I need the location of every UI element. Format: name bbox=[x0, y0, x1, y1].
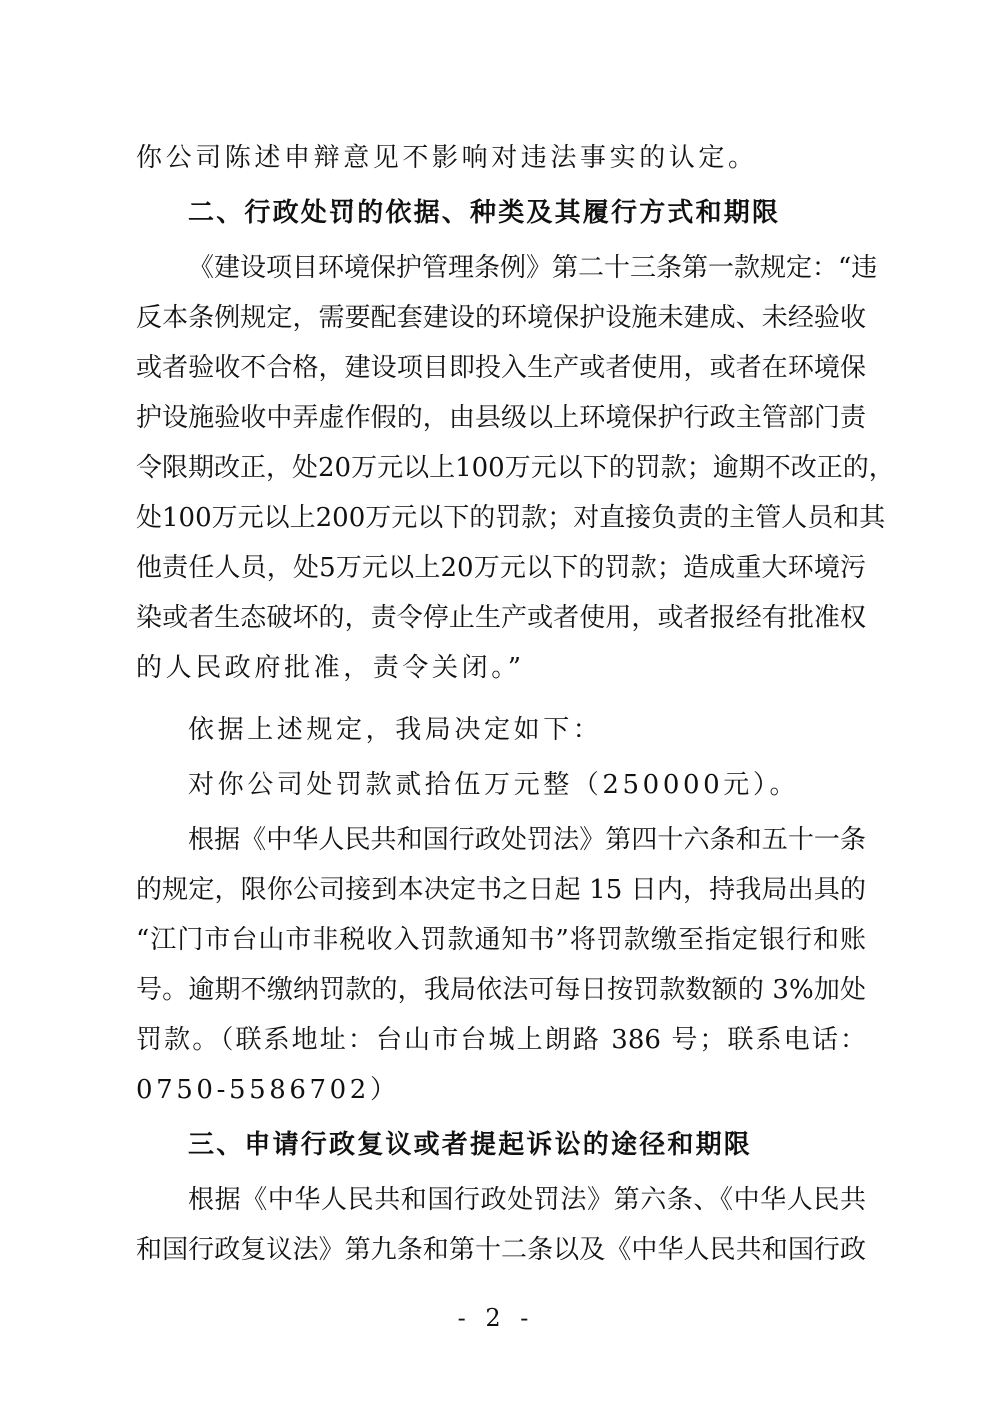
paragraph-line: 依据上述规定，我局决定如下： bbox=[188, 715, 603, 745]
contact-info-line: 罚款。（联系地址：台山市台城上朗路 386 号；联系电话： bbox=[136, 1025, 866, 1055]
paragraph-line: 反本条例规定，需要配套建设的环境保护设施未建成、未经验收 bbox=[136, 303, 866, 333]
paragraph-line: 染或者生态破坏的，责令停止生产或者使用，或者报经有批准权 bbox=[136, 603, 866, 633]
paragraph-line: 处100万元以上200万元以下的罚款；对直接负责的主管人员和其 bbox=[136, 503, 886, 533]
contact-phone: 0750-5586702） bbox=[136, 1075, 400, 1105]
paragraph-line: 令限期改正，处20万元以上100万元以下的罚款；逾期不改正的， bbox=[136, 453, 895, 483]
penalty-decision: 对你公司处罚款贰拾伍万元整（250000元）。 bbox=[188, 770, 800, 800]
section-heading-3: 三、申请行政复议或者提起诉讼的途径和期限 bbox=[188, 1130, 753, 1160]
paragraph-line: 你公司陈述申辩意见不影响对违法事实的认定。 bbox=[136, 143, 758, 173]
page-number: - 2 - bbox=[457, 1304, 535, 1332]
paragraph-line: 的规定，限你公司接到本决定书之日起 15 日内，持我局出具的 bbox=[136, 875, 866, 905]
paragraph-line: 或者验收不合格，建设项目即投入生产或者使用，或者在环境保 bbox=[136, 353, 866, 383]
paragraph-line: 根据《中华人民共和国行政处罚法》第六条、《中华人民共 bbox=[188, 1185, 866, 1215]
paragraph-line: “江门市台山市非税收入罚款通知书”将罚款缴至指定银行和账 bbox=[136, 925, 866, 955]
paragraph-line: 和国行政复议法》第九条和第十二条以及《中华人民共和国行政 bbox=[136, 1235, 866, 1265]
paragraph-line: 的人民政府批准，责令关闭。” bbox=[136, 653, 525, 683]
paragraph-line: 号。逾期不缴纳罚款的，我局依法可每日按罚款数额的 3%加处 bbox=[136, 975, 866, 1005]
paragraph-line: 《建设项目环境保护管理条例》第二十三条第一款规定：“违 bbox=[188, 253, 878, 283]
paragraph-line: 根据《中华人民共和国行政处罚法》第四十六条和五十一条 bbox=[188, 825, 866, 855]
paragraph-line: 他责任人员，处5万元以上20万元以下的罚款；造成重大环境污 bbox=[136, 553, 866, 583]
paragraph-line: 护设施验收中弄虚作假的，由县级以上环境保护行政主管部门责 bbox=[136, 403, 866, 433]
section-heading-2: 二、行政处罚的依据、种类及其履行方式和期限 bbox=[188, 198, 781, 228]
